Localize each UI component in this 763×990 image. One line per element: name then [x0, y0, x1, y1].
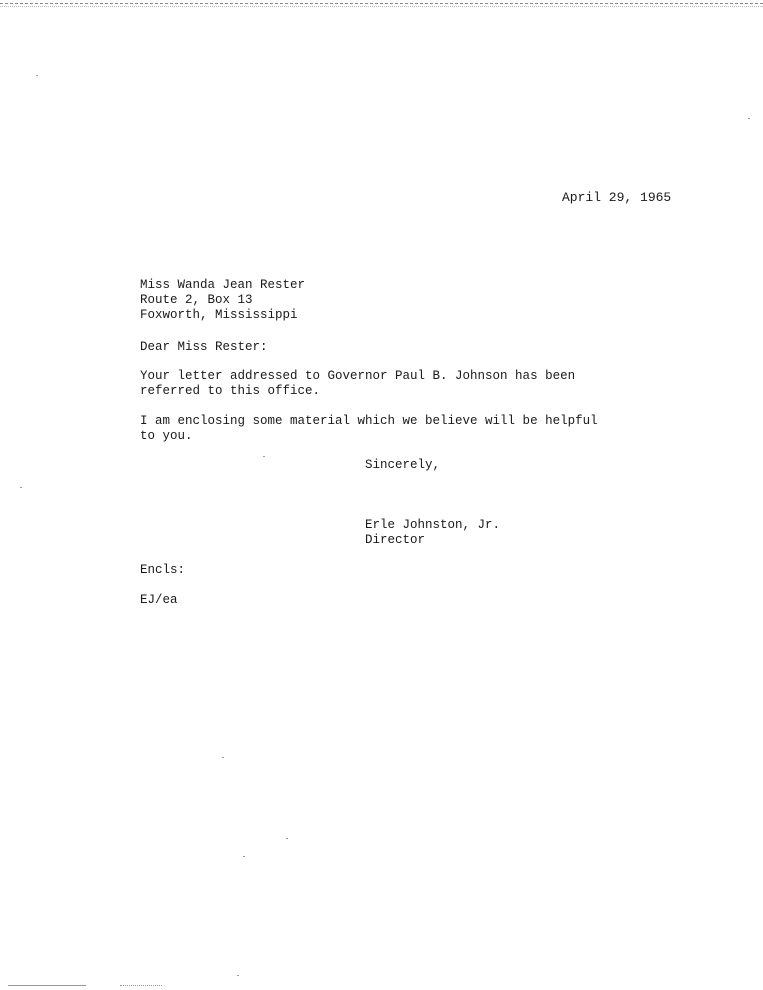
scan-speck — [222, 757, 224, 758]
scan-speck — [286, 838, 288, 839]
scan-speck — [20, 487, 22, 488]
closing: Sincerely, — [365, 458, 441, 472]
signature-name: Erle Johnston, Jr. — [365, 518, 501, 532]
page-bottom-mark — [8, 985, 86, 986]
scan-speck — [748, 118, 750, 119]
scan-speck — [243, 856, 245, 857]
body-paragraph-1-line-2: referred to this office. — [140, 384, 321, 398]
recipient-address-line-1: Route 2, Box 13 — [140, 293, 253, 307]
body-paragraph-2-line-1: I am enclosing some material which we believe will be helpful — [140, 414, 598, 428]
page-top-edge-dots — [0, 6, 763, 7]
letter-date: April 29, 1965 — [562, 190, 672, 205]
scan-speck — [36, 75, 38, 76]
page-top-edge — [0, 3, 763, 4]
enclosures-label: Encls: — [140, 563, 186, 577]
page-bottom-mark — [120, 985, 162, 986]
reference-initials: EJ/ea — [140, 593, 178, 607]
scan-speck — [263, 456, 265, 457]
recipient-address-line-2: Foxworth, Mississippi — [140, 308, 298, 322]
salutation: Dear Miss Rester: — [140, 340, 268, 354]
scan-speck — [237, 975, 239, 976]
signature-title: Director — [365, 533, 426, 547]
body-paragraph-2-line-2: to you. — [140, 429, 193, 443]
recipient-name: Miss Wanda Jean Rester — [140, 278, 306, 292]
body-paragraph-1-line-1: Your letter addressed to Governor Paul B. Johnson has been — [140, 369, 576, 383]
